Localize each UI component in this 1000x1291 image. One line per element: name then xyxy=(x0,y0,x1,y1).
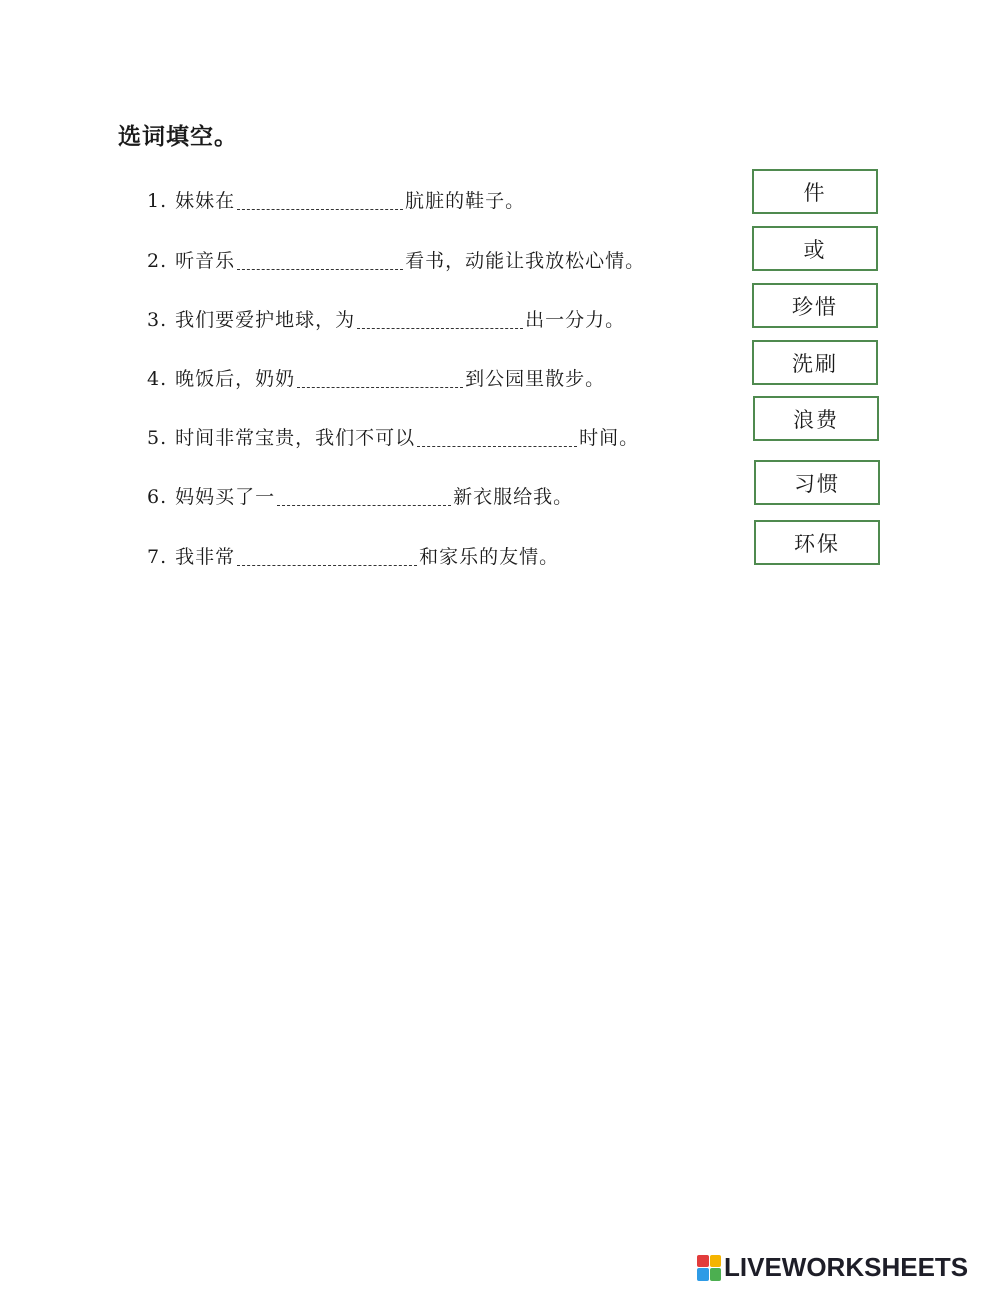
question-5 xyxy=(147,423,639,450)
question-text-before: 我非常 xyxy=(175,546,236,568)
word-option-huo[interactable]: 或 xyxy=(752,226,878,271)
answer-blank-4[interactable] xyxy=(297,367,463,388)
answer-blank-3[interactable] xyxy=(357,308,523,329)
question-text-after: 和家乐的友情。 xyxy=(419,546,560,568)
word-option-langfei[interactable]: 浪费 xyxy=(753,396,879,441)
logo-mark-icon xyxy=(697,1255,721,1281)
question-text-before: 听音乐 xyxy=(175,250,236,272)
question-number: 6. xyxy=(147,486,168,508)
word-option-xishua[interactable]: 洗刷 xyxy=(752,340,878,385)
answer-blank-7[interactable] xyxy=(237,545,417,566)
answer-blank-2[interactable] xyxy=(237,249,403,270)
question-number: 4. xyxy=(147,368,168,390)
question-number: 7. xyxy=(147,546,168,568)
question-text-before: 时间非常宝贵，我们不可以 xyxy=(175,427,416,449)
question-1 xyxy=(147,186,525,213)
liveworksheets-logo xyxy=(697,1252,968,1283)
word-option-huanbao[interactable]: 环保 xyxy=(754,520,880,565)
question-number: 5. xyxy=(147,427,168,449)
question-text-after: 看书，动能让我放松心情。 xyxy=(405,250,646,272)
question-2 xyxy=(147,246,645,273)
exercise-title: 选词填空。 xyxy=(118,123,238,150)
question-number: 2. xyxy=(147,250,168,272)
question-3 xyxy=(147,305,625,332)
question-text-after: 新衣服给我。 xyxy=(453,486,574,508)
answer-blank-5[interactable] xyxy=(417,426,577,447)
word-option-zhenxi[interactable]: 珍惜 xyxy=(752,283,878,328)
question-4 xyxy=(147,364,605,391)
answer-blank-1[interactable] xyxy=(237,189,403,210)
question-7 xyxy=(147,542,559,569)
word-option-xiguan[interactable]: 习惯 xyxy=(754,460,880,505)
question-text-after: 出一分力。 xyxy=(525,309,626,331)
logo-text: LIVEWORKSHEETS xyxy=(724,1252,969,1282)
question-text-after: 肮脏的鞋子。 xyxy=(405,190,526,212)
answer-blank-6[interactable] xyxy=(277,485,451,506)
question-text-before: 妈妈买了一 xyxy=(175,486,276,508)
question-6 xyxy=(147,482,573,509)
word-option-jian[interactable]: 件 xyxy=(752,169,878,214)
question-text-after: 时间。 xyxy=(579,427,640,449)
question-number: 1. xyxy=(147,190,168,212)
question-number: 3. xyxy=(147,309,168,331)
question-text-before: 妹妹在 xyxy=(175,190,236,212)
question-text-before: 晚饭后，奶奶 xyxy=(175,368,296,390)
question-text-after: 到公园里散步。 xyxy=(465,368,606,390)
question-text-before: 我们要爱护地球，为 xyxy=(175,309,356,331)
